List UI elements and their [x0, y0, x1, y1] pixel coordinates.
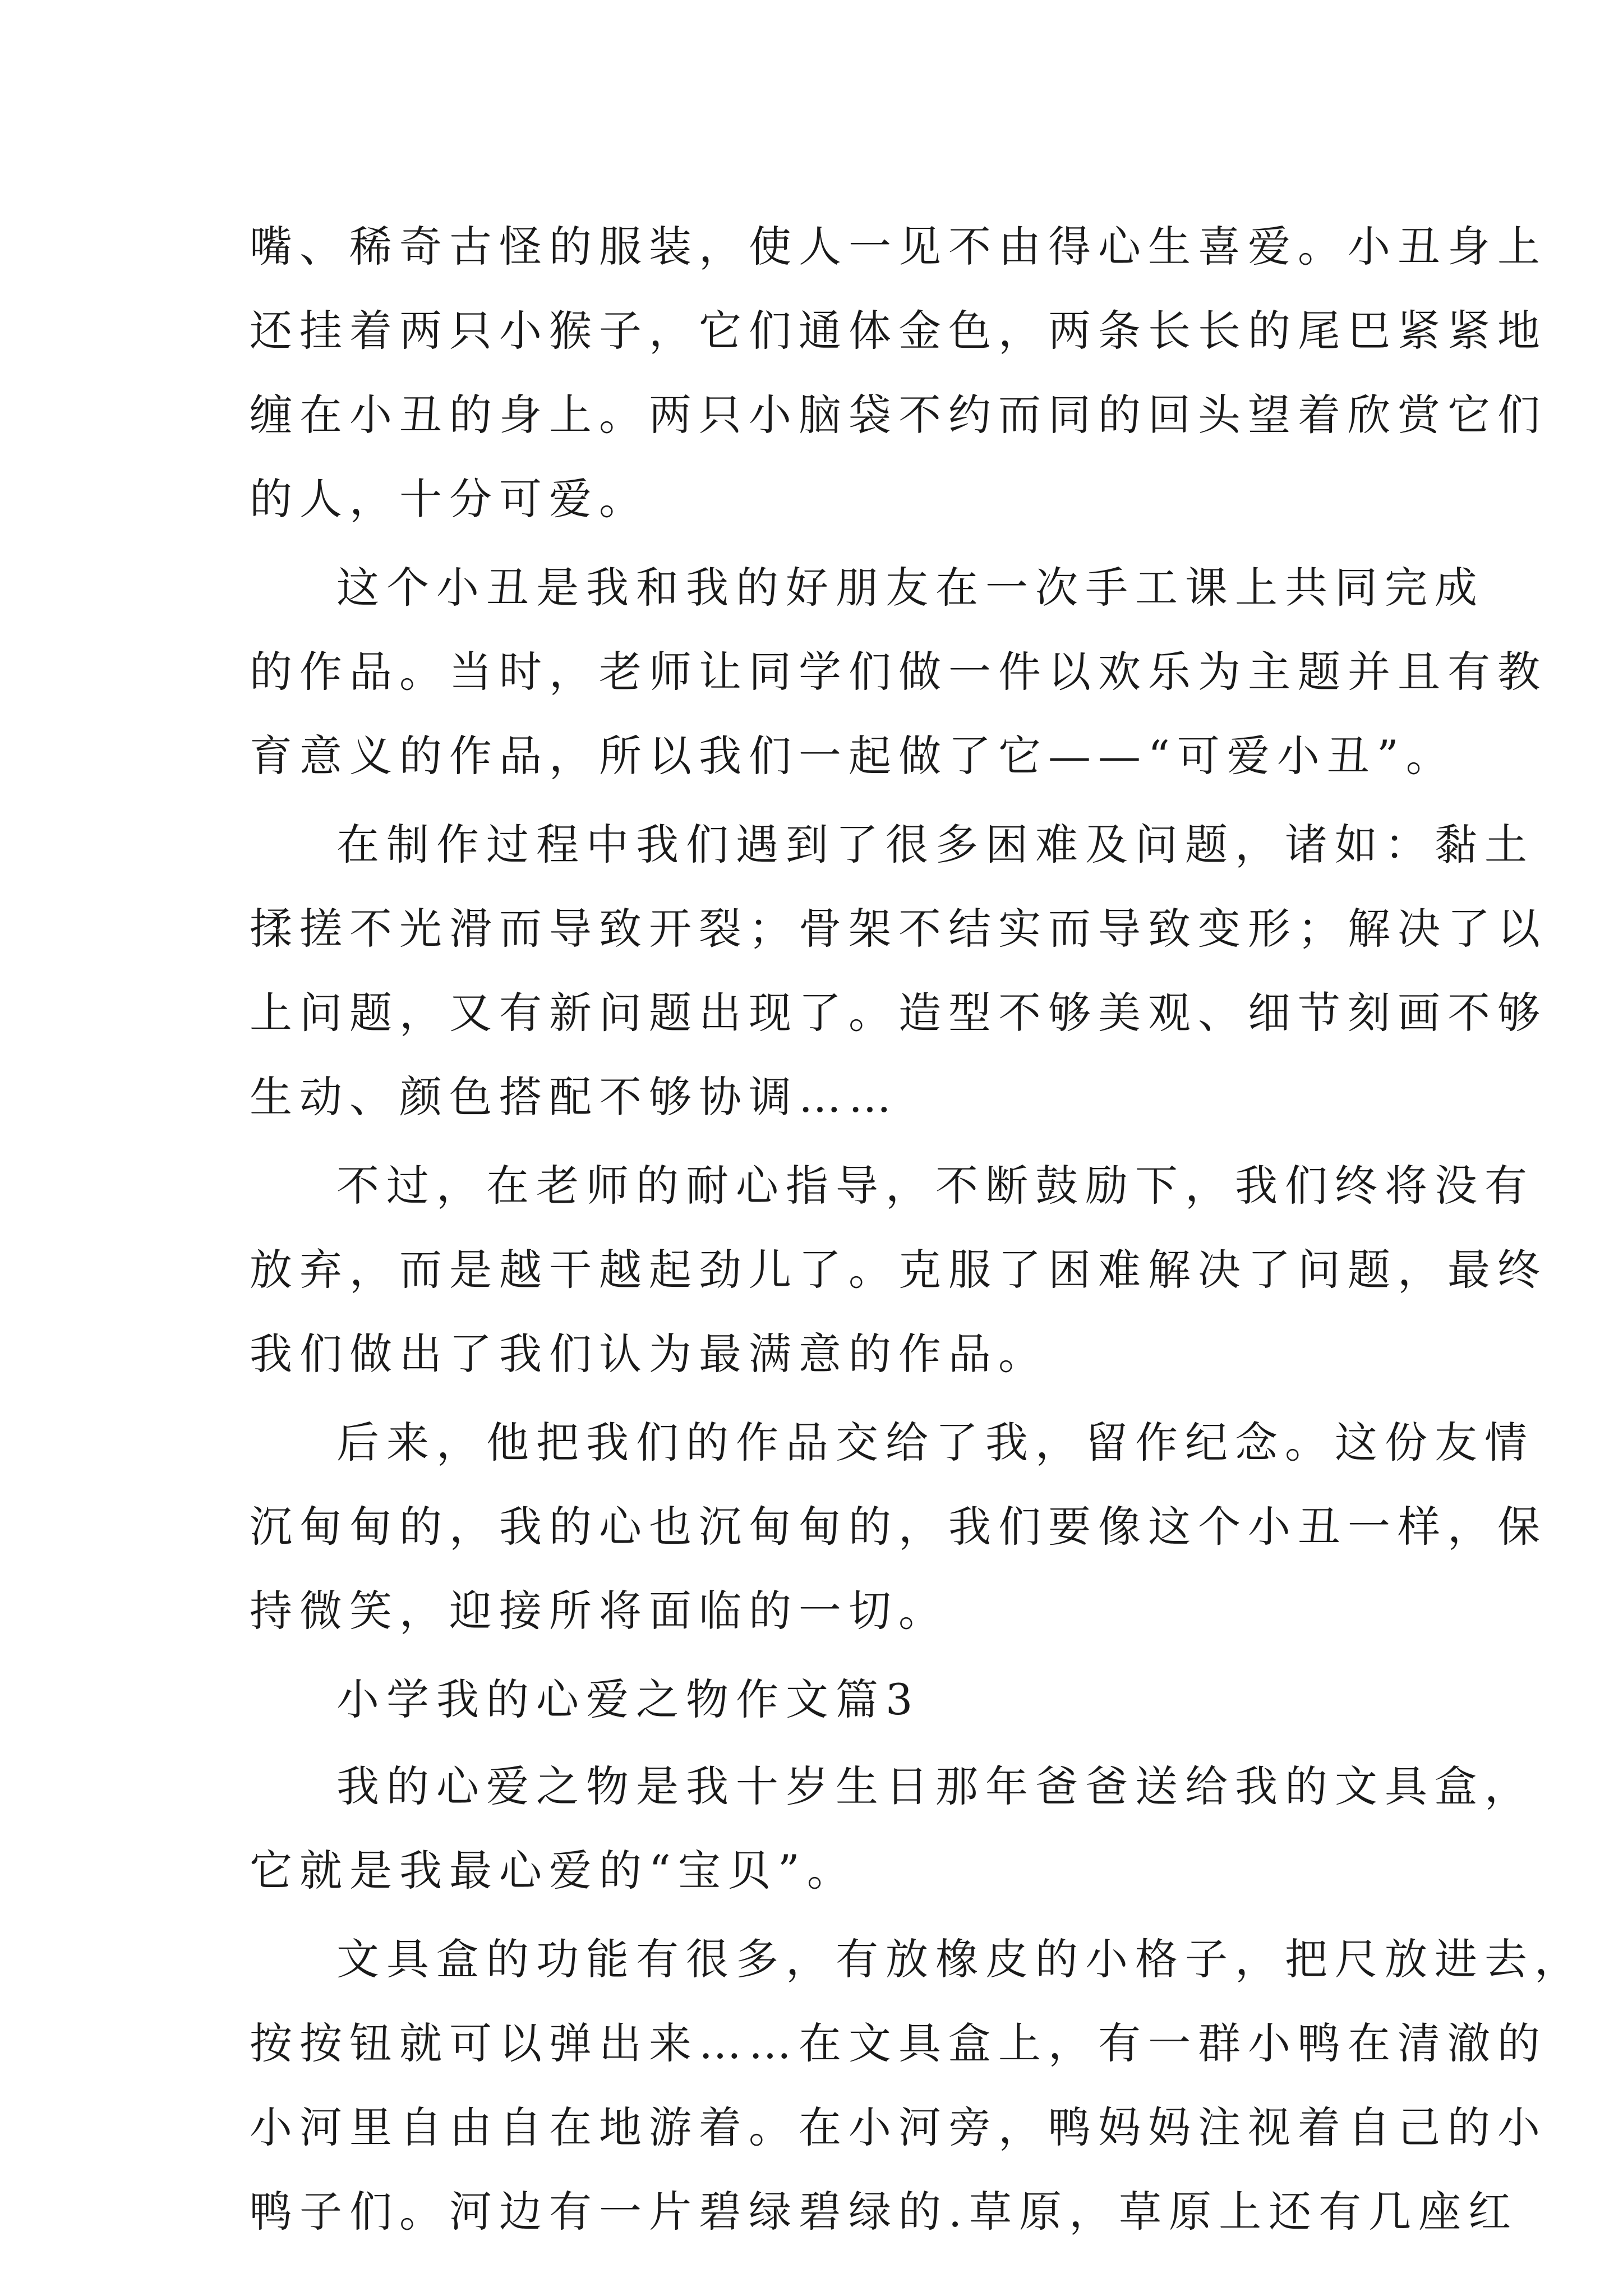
- text-line: 按按钮就可以弹出来……在文具盒上，有一群小鸭在清澈的: [250, 2018, 1547, 2068]
- text-line: 我们做出了我们认为最满意的作品。: [250, 1329, 1048, 1379]
- text-line: 它就是我最心爱的“宝贝”。: [250, 1846, 857, 1895]
- paragraph-first-line: 在制作过程中我们遇到了很多困难及问题，诸如：黏土: [336, 820, 1534, 869]
- section-heading: 小学我的心爱之物作文篇3: [336, 1674, 920, 1724]
- paragraph-first-line: 文具盒的功能有很多，有放橡皮的小格子，把尺放进去，: [336, 1934, 1584, 1984]
- text-line: 育意义的作品，所以我们一起做了它——“可爱小丑”。: [250, 731, 1456, 781]
- text-line: 鸭子们。河边有一片碧绿碧绿的.草原，草原上还有几座红: [250, 2187, 1519, 2237]
- text-line: 上问题，又有新问题出现了。造型不够美观、细节刻画不够: [250, 988, 1547, 1038]
- text-line: 放弃，而是越干越起劲儿了。克服了困难解决了问题，最终: [250, 1245, 1547, 1295]
- paragraph-first-line: 这个小丑是我和我的好朋友在一次手工课上共同完成: [336, 563, 1484, 613]
- text-line: 还挂着两只小猴子，它们通体金色，两条长长的尾巴紧紧地: [250, 306, 1547, 356]
- text-line: 生动、颜色搭配不够协调……: [250, 1072, 898, 1122]
- paragraph-first-line: 不过，在老师的耐心指导，不断鼓励下，我们终将没有: [336, 1161, 1534, 1211]
- text-line: 嘴、稀奇古怪的服装，使人一见不由得心生喜爱。小丑身上: [250, 222, 1547, 272]
- paragraph-first-line: 我的心爱之物是我十岁生日那年爸爸送给我的文具盒，: [336, 1761, 1534, 1811]
- text-line: 揉搓不光滑而导致开裂；骨架不结实而导致变形；解决了以: [250, 904, 1547, 954]
- text-line: 持微笑，迎接所将面临的一切。: [250, 1586, 948, 1636]
- text-line: 的作品。当时，老师让同学们做一件以欢乐为主题并且有教: [250, 647, 1547, 697]
- text-line: 沉甸甸的，我的心也沉甸甸的，我们要像这个小丑一样，保: [250, 1502, 1547, 1552]
- text-line: 缠在小丑的身上。两只小脑袋不约而同的回头望着欣赏它们: [250, 390, 1547, 440]
- text-line: 的人，十分可爱。: [250, 474, 649, 524]
- paragraph-first-line: 后来，他把我们的作品交给了我，留作纪念。这份友情: [336, 1418, 1534, 1467]
- text-line: 小河里自由自在地游着。在小河旁，鸭妈妈注视着自己的小: [250, 2102, 1547, 2152]
